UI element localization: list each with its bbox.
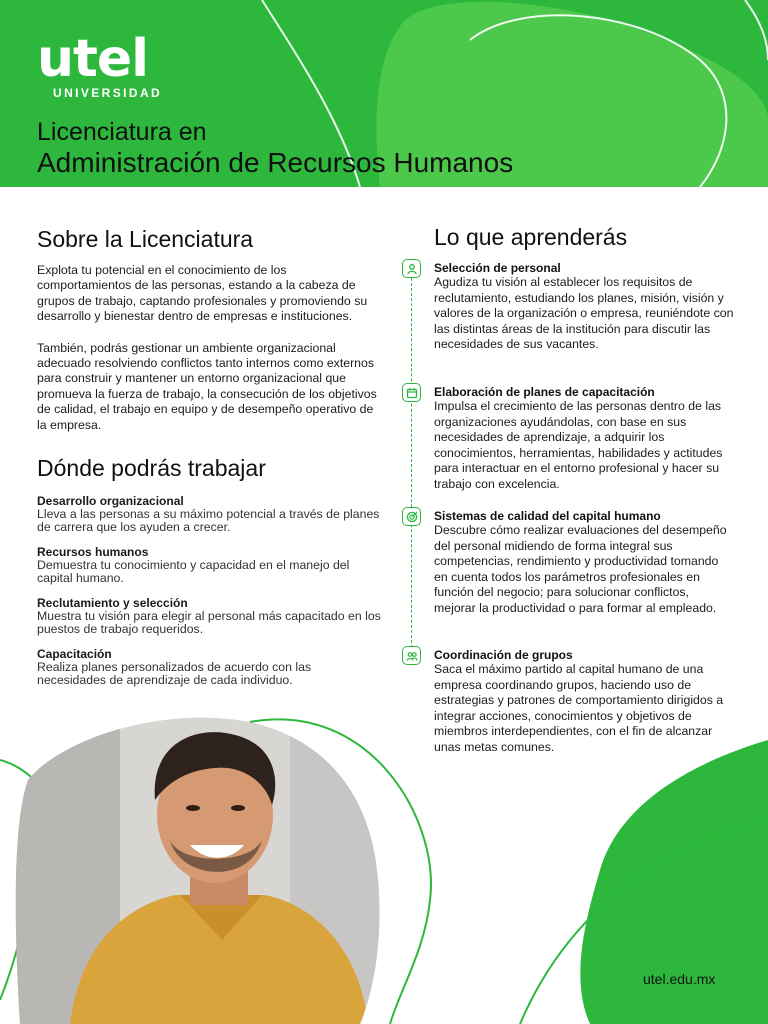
- about-heading: Sobre la Licenciatura: [37, 226, 254, 252]
- logo-subtitle: UNIVERSIDAD: [53, 86, 163, 100]
- page-title-line1: Licenciatura en: [37, 118, 207, 146]
- learn-item: [434, 509, 734, 616]
- work-item-desc: Realiza planes personalizados de acuerdo con las necesidades de aprendizaje de cada individuo.: [37, 660, 312, 688]
- work-item-title: Reclutamiento y selección: [37, 596, 188, 611]
- left-column: [37, 226, 382, 698]
- work-item: [37, 545, 382, 585]
- work-item-desc: Demuestra tu conocimiento y capacidad en el manejo del capital humano.: [37, 558, 350, 586]
- work-item-desc: Muestra tu visión para elegir al personal más capacitado en los puestos de trabajo requeridos.: [37, 609, 381, 637]
- work-heading: Dónde podrás trabajar: [37, 455, 266, 482]
- website-link[interactable]: utel.edu.mx: [643, 971, 716, 987]
- learn-item: [434, 648, 734, 755]
- learn-item-desc: Agudiza tu visión al establecer los requisitos de reclutamiento, estudiando los planes, misión, visión y valores de la organización o empresa, reuniéndote con las distintas áreas de la institución para discutir las necesidades de sus vacantes.: [434, 275, 734, 351]
- work-item: [37, 647, 382, 687]
- work-item-title: Recursos humanos: [37, 545, 149, 560]
- work-item-title: Capacitación: [37, 647, 112, 662]
- timeline-line: [411, 278, 412, 648]
- work-list: [37, 494, 382, 687]
- learn-item-title: Elaboración de planes de capacitación: [434, 385, 655, 399]
- target-icon: [402, 507, 421, 526]
- work-item: [37, 494, 382, 534]
- group-icon: [402, 646, 421, 665]
- learn-item: [434, 385, 734, 492]
- learn-item-title: Selección de personal: [434, 261, 561, 275]
- person-icon: [402, 259, 421, 278]
- learn-item-desc: Saca el máximo partido al capital humano de una empresa coordinando grupos, haciendo uso de estrategias y patrones de comportamiento dirigidos a integrar acciones, conocimientos y objetivos de miembros interdependientes, con el fin de alcanzar unas metas comunes.: [434, 662, 724, 754]
- learn-item-title: Sistemas de calidad del capital humano: [434, 509, 661, 523]
- page-title-line2: Administración de Recursos Humanos: [37, 147, 514, 178]
- about-paragraph-1: Explota tu potencial en el conocimiento de los comportamientos de las personas, estando a la cabeza de grupos de trabajo, captando profesionales y promoviendo su desarrollo y bienestar dentro de empresas e instituciones.: [37, 263, 368, 324]
- work-item-title: Desarrollo organizacional: [37, 494, 184, 509]
- learn-item-desc: Impulsa el crecimiento de las personas dentro de las organizaciones ayudándolas, con base en sus necesidades de aprendizaje, a adquirir los conocimientos, herramientas, habilidades y actitudes para interactuar en el entorno profesional y hacer su trabajo con excelencia.: [434, 399, 723, 491]
- work-item-desc: Lleva a las personas a su máximo potencial a través de planes de carrera que los ayuden a crecer.: [37, 507, 380, 535]
- learn-item-desc: Descubre cómo realizar evaluaciones del desempeño del personal midiendo de forma integral sus competencias, rendimiento y productividad tomando en cuenta todos los parámetros profesionales en función del negocio; para solucionar conflictos, mejorar la productividad o para formar al empleado.: [434, 523, 727, 615]
- learn-item-title: Coordinación de grupos: [434, 648, 573, 662]
- about-paragraph-2: También, podrás gestionar un ambiente organizacional adecuado resolviendo conflictos tanto internos como externos para construir y mantener un entorno organizacional que promueva la fuerza de trabajo, la consecución de los objetivos de calidad, el trabajo en equipo y de desempeño operativo de la empresa.: [37, 340, 377, 432]
- calendar-icon: [402, 383, 421, 402]
- work-item: [37, 596, 382, 636]
- learn-item: [434, 261, 734, 353]
- logo-word: utel: [37, 29, 148, 89]
- learn-heading: Lo que aprenderás: [434, 224, 628, 250]
